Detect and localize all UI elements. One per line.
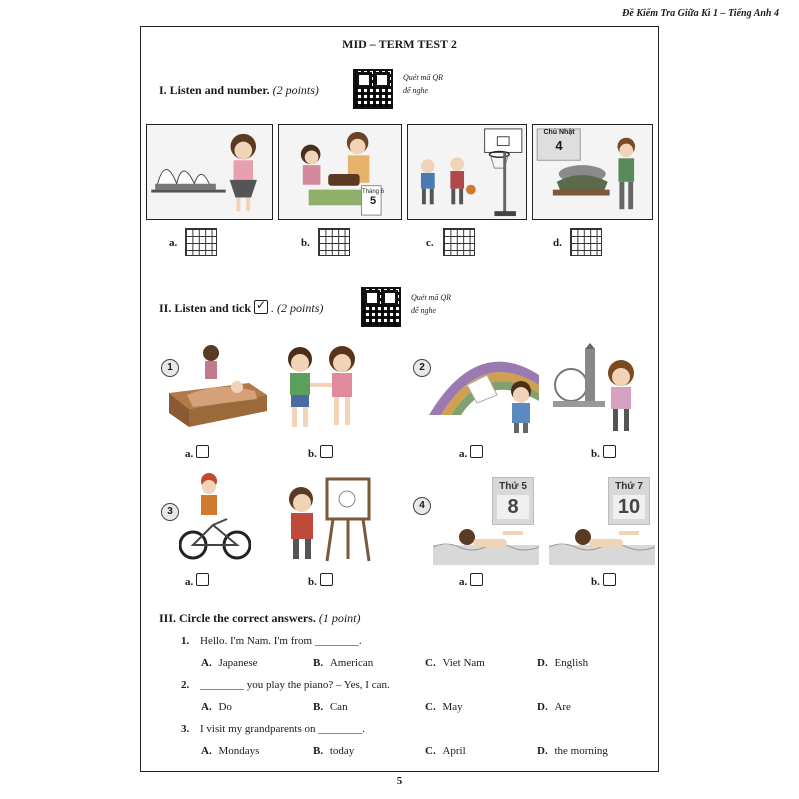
question-number: 2. [181, 679, 190, 691]
option-c-label: c. [426, 237, 434, 249]
tick-option-4b[interactable] [591, 573, 616, 588]
question-text: ________ you play the piano? – Yes, I can. [200, 679, 390, 691]
option-letter: D. [537, 701, 548, 713]
q1-option-d[interactable] [537, 657, 588, 669]
qr-caption-line1: Quét mã QR [411, 293, 451, 302]
opera-house-girl-illustration [147, 125, 272, 219]
section1-title [159, 83, 319, 98]
option-text: Do [218, 701, 232, 713]
section1-title-text: I. Listen and number. [159, 83, 270, 97]
tick-box[interactable] [196, 445, 209, 458]
picture-zoo [532, 124, 653, 220]
item-number-1: 1 [161, 359, 179, 377]
boy-painting-image [277, 473, 375, 565]
section1-points: (2 points) [272, 83, 319, 97]
friends-greeting-image [276, 345, 371, 435]
tick-option-1a[interactable] [185, 445, 209, 460]
swimmer-illustration [549, 523, 655, 565]
q2-option-a[interactable] [201, 701, 232, 713]
month-card [361, 189, 385, 207]
option-letter: B. [313, 657, 324, 669]
date-card-number: 8 [497, 495, 529, 519]
question-text: I visit my grandparents on ________. [200, 723, 365, 735]
qr-caption-line2: để nghe [403, 86, 429, 95]
tick-box[interactable] [470, 573, 483, 586]
option-letter: A. [201, 745, 212, 757]
tick-option-1b[interactable] [308, 445, 333, 460]
option-letter: D. [537, 657, 548, 669]
tick-option-4a[interactable] [459, 573, 483, 588]
picture-birthday [278, 124, 402, 220]
tick-option-2a[interactable] [459, 445, 483, 460]
q3-option-a[interactable] [201, 745, 259, 757]
question-number: 3. [181, 723, 190, 735]
option-text: today [329, 745, 355, 757]
boy-swimming-image-a [433, 523, 539, 565]
q3-option-b[interactable] [313, 745, 354, 757]
q2-option-b[interactable] [313, 701, 348, 713]
tick-label: b. [591, 576, 600, 588]
option-text: Japanese [218, 657, 258, 669]
answer-grid-c[interactable] [443, 228, 475, 256]
q2-option-d[interactable] [537, 701, 571, 713]
tick-box[interactable] [603, 445, 616, 458]
tick-label: b. [308, 448, 317, 460]
option-letter: B. [313, 745, 324, 757]
option-text: Viet Nam [442, 657, 485, 669]
rainbow-girl-illustration [427, 345, 545, 435]
header-note: Đề Kiểm Tra Giữa Kì 1 – Tiếng Anh 4 [622, 8, 779, 19]
picture-sydney-girl [146, 124, 273, 220]
basketball-kids-illustration [408, 125, 526, 219]
date-card-number: 10 [613, 495, 645, 519]
option-letter: A. [201, 657, 212, 669]
option-letter: A. [201, 701, 212, 713]
option-letter: D. [537, 745, 548, 757]
option-text: Mondays [218, 745, 260, 757]
section3-points: (1 point) [318, 611, 361, 625]
day-card-label: Chủ Nhật [543, 129, 575, 136]
bed-illustration [159, 343, 269, 435]
item-number-4: 4 [413, 497, 431, 515]
option-text: Can [329, 701, 348, 713]
answer-grid-b[interactable] [318, 228, 350, 256]
option-text: the morning [554, 745, 608, 757]
item-number-3: 3 [161, 503, 179, 521]
qr-caption-line1: Quét mã QR [403, 73, 443, 82]
tick-label: a. [185, 576, 194, 588]
qr-caption [403, 71, 443, 97]
option-letter: C. [425, 701, 436, 713]
tick-box[interactable] [320, 573, 333, 586]
boy-swimming-image-b [549, 523, 655, 565]
answer-grid-d[interactable] [570, 228, 602, 256]
question-number: 1. [181, 635, 190, 647]
answer-grid-a[interactable] [185, 228, 217, 256]
boy-cycling-image [179, 473, 251, 565]
section3-title [159, 611, 361, 626]
month-card-number: 5 [369, 195, 377, 207]
option-d-label: d. [553, 237, 562, 249]
tick-label: a. [459, 576, 468, 588]
tick-box[interactable] [196, 573, 209, 586]
qr-code-icon[interactable] [353, 69, 393, 109]
q1-option-b[interactable] [313, 657, 373, 669]
big-ben-girl-illustration [551, 343, 649, 435]
tick-box[interactable] [603, 573, 616, 586]
date-card-day: Thứ 7 [615, 481, 643, 492]
tick-box[interactable] [320, 445, 333, 458]
date-card-day: Thứ 5 [499, 481, 527, 492]
tick-option-3a[interactable] [185, 573, 209, 588]
tick-box[interactable] [470, 445, 483, 458]
option-text: April [442, 745, 466, 757]
question-text: Hello. I'm Nam. I'm from ________. [200, 635, 362, 647]
item-number-2: 2 [413, 359, 431, 377]
option-letter: B. [313, 701, 324, 713]
date-card-sat [608, 477, 650, 525]
sick-in-bed-image [159, 343, 269, 435]
checkbox-tick-icon [254, 300, 268, 314]
question-2 [181, 679, 390, 691]
tick-option-3b[interactable] [308, 573, 333, 588]
easel-painting-illustration [277, 473, 375, 565]
tick-label: a. [459, 448, 468, 460]
q1-option-c[interactable] [425, 657, 485, 669]
kids-shaking-hands-illustration [276, 345, 371, 435]
tick-label: b. [308, 576, 317, 588]
qr-caption-line2: để nghe [411, 306, 437, 315]
option-text: English [554, 657, 589, 669]
question-3 [181, 723, 365, 735]
q2-option-c[interactable] [425, 701, 463, 713]
test-title: MID – TERM TEST 2 [342, 37, 457, 51]
bicycle-illustration [179, 473, 251, 565]
month-card-label: Tháng 6 [361, 189, 385, 195]
option-text: May [442, 701, 463, 713]
page-number: 5 [396, 775, 403, 787]
day-card-number: 4 [555, 138, 563, 153]
tick-label: b. [591, 448, 600, 460]
question-1 [181, 635, 362, 647]
section3-title-text: III. Circle the correct answers. [159, 611, 316, 625]
tick-label: a. [185, 448, 194, 460]
picture-basketball [407, 124, 527, 220]
worksheet-frame [140, 26, 659, 772]
q3-option-c[interactable] [425, 745, 466, 757]
option-a-label: a. [169, 237, 178, 249]
tick-option-2b[interactable] [591, 445, 616, 460]
option-letter: C. [425, 745, 436, 757]
section2-title-text: II. Listen and tick [159, 301, 252, 315]
option-letter: C. [425, 657, 436, 669]
option-text: Are [554, 701, 571, 713]
q1-option-a[interactable] [201, 657, 258, 669]
day-card [539, 129, 579, 153]
qr-code-icon[interactable] [361, 287, 401, 327]
section2-title [159, 300, 323, 316]
swimmer-illustration [433, 523, 539, 565]
section2-points: . (2 points) [271, 301, 324, 315]
london-girl-image [551, 343, 649, 435]
girl-rainbow-image [427, 345, 545, 435]
option-b-label: b. [301, 237, 310, 249]
q3-option-d[interactable] [537, 745, 608, 757]
option-text: American [329, 657, 374, 669]
qr-caption [411, 291, 451, 317]
date-card-thu [492, 477, 534, 525]
